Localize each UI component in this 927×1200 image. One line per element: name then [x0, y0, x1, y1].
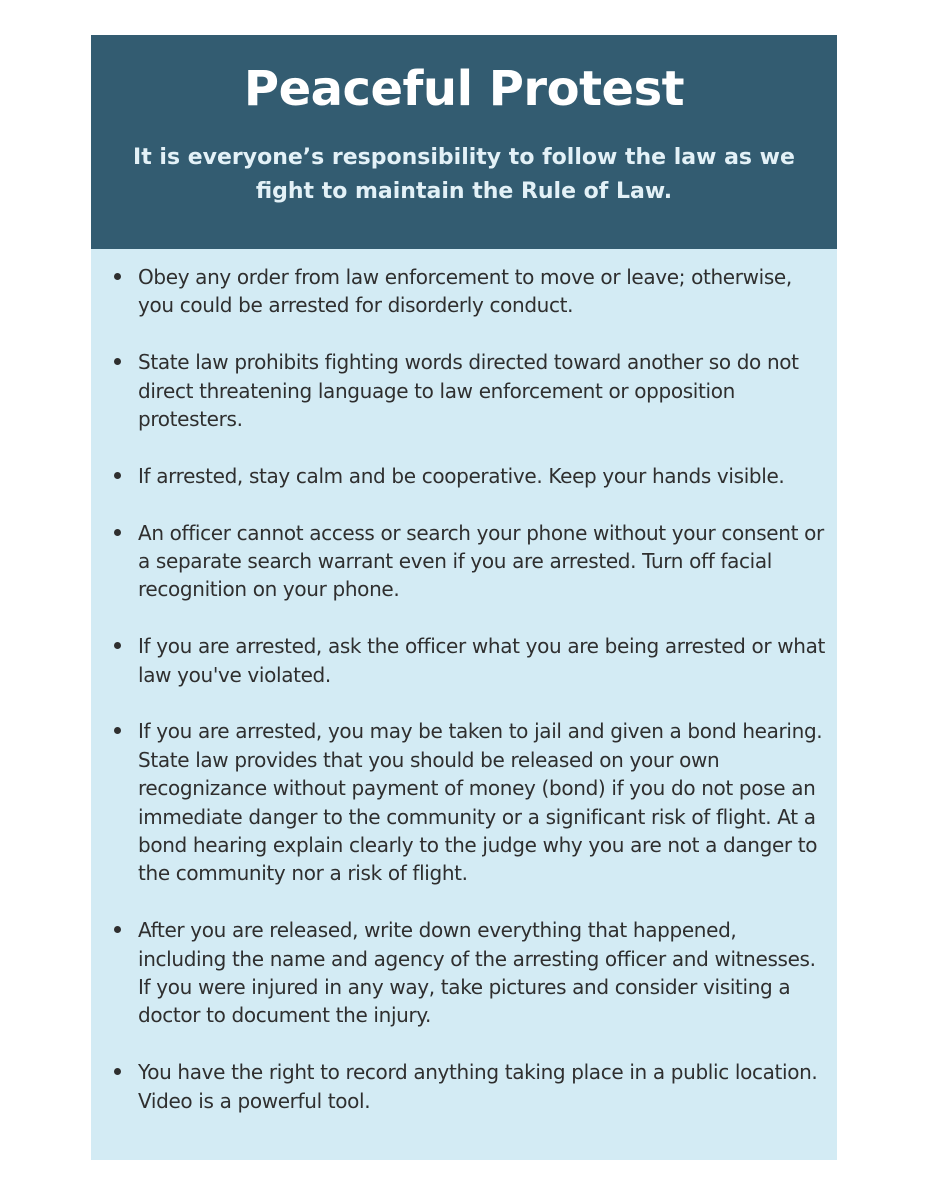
- list-item-text: You have the right to record anything taking place in a public location. Video is a powerful tool.: [138, 1060, 818, 1113]
- list-item-text: If you are arrested, ask the officer what you are being arrested or what law you've violated.: [138, 634, 826, 687]
- bullet-icon: [114, 1068, 121, 1075]
- list-item-text: Obey any order from law enforcement to move or leave; otherwise, you could be arrested for disorderly conduct.: [138, 265, 792, 318]
- info-card: [91, 35, 837, 1160]
- bullet-icon: [114, 727, 121, 734]
- list-item: [91, 916, 837, 1030]
- bullet-icon: [114, 358, 121, 365]
- bullet-icon: [114, 472, 121, 479]
- list-item: [91, 462, 837, 490]
- list-item: [91, 519, 837, 604]
- card-header: [91, 35, 837, 249]
- list-item: [91, 632, 837, 689]
- list-item-text: State law prohibits fighting words directed toward another so do not direct threatening language to law enforcement or opposition protesters.: [138, 350, 799, 432]
- list-item: [91, 348, 837, 433]
- bullet-icon: [114, 529, 121, 536]
- bullet-icon: [114, 642, 121, 649]
- bullet-icon: [114, 926, 121, 933]
- list-item: [91, 717, 837, 887]
- list-item-text: If you are arrested, you may be taken to jail and given a bond hearing. State law provides that you should be released on your own recognizance without payment of money (bond) if you do not pose an immediate danger to the community or a significant risk of flight. At a bond hearing explain clearly to the judge why you are not a danger to the community nor a risk of flight.: [138, 719, 823, 886]
- guidelines-list: [91, 263, 837, 1143]
- list-item-text: If arrested, stay calm and be cooperative. Keep your hands visible.: [138, 463, 785, 488]
- list-item: [91, 1058, 837, 1115]
- page-title: Peaceful Protest: [243, 61, 685, 117]
- bullet-icon: [114, 273, 121, 280]
- list-item: [91, 263, 837, 320]
- page-subtitle: It is everyone’s responsibility to follow the law as we fight to maintain the Rule of Law.: [133, 145, 795, 204]
- list-item-text: After you are released, write down everything that happened, including the name and agency of the arresting officer and witnesses. If you were injured in any way, take pictures and consider visiting a doctor to document the injury.: [138, 918, 816, 1028]
- list-item-text: An officer cannot access or search your phone without your consent or a separate search warrant even if you are arrested. Turn off facial recognition on your phone.: [138, 520, 824, 602]
